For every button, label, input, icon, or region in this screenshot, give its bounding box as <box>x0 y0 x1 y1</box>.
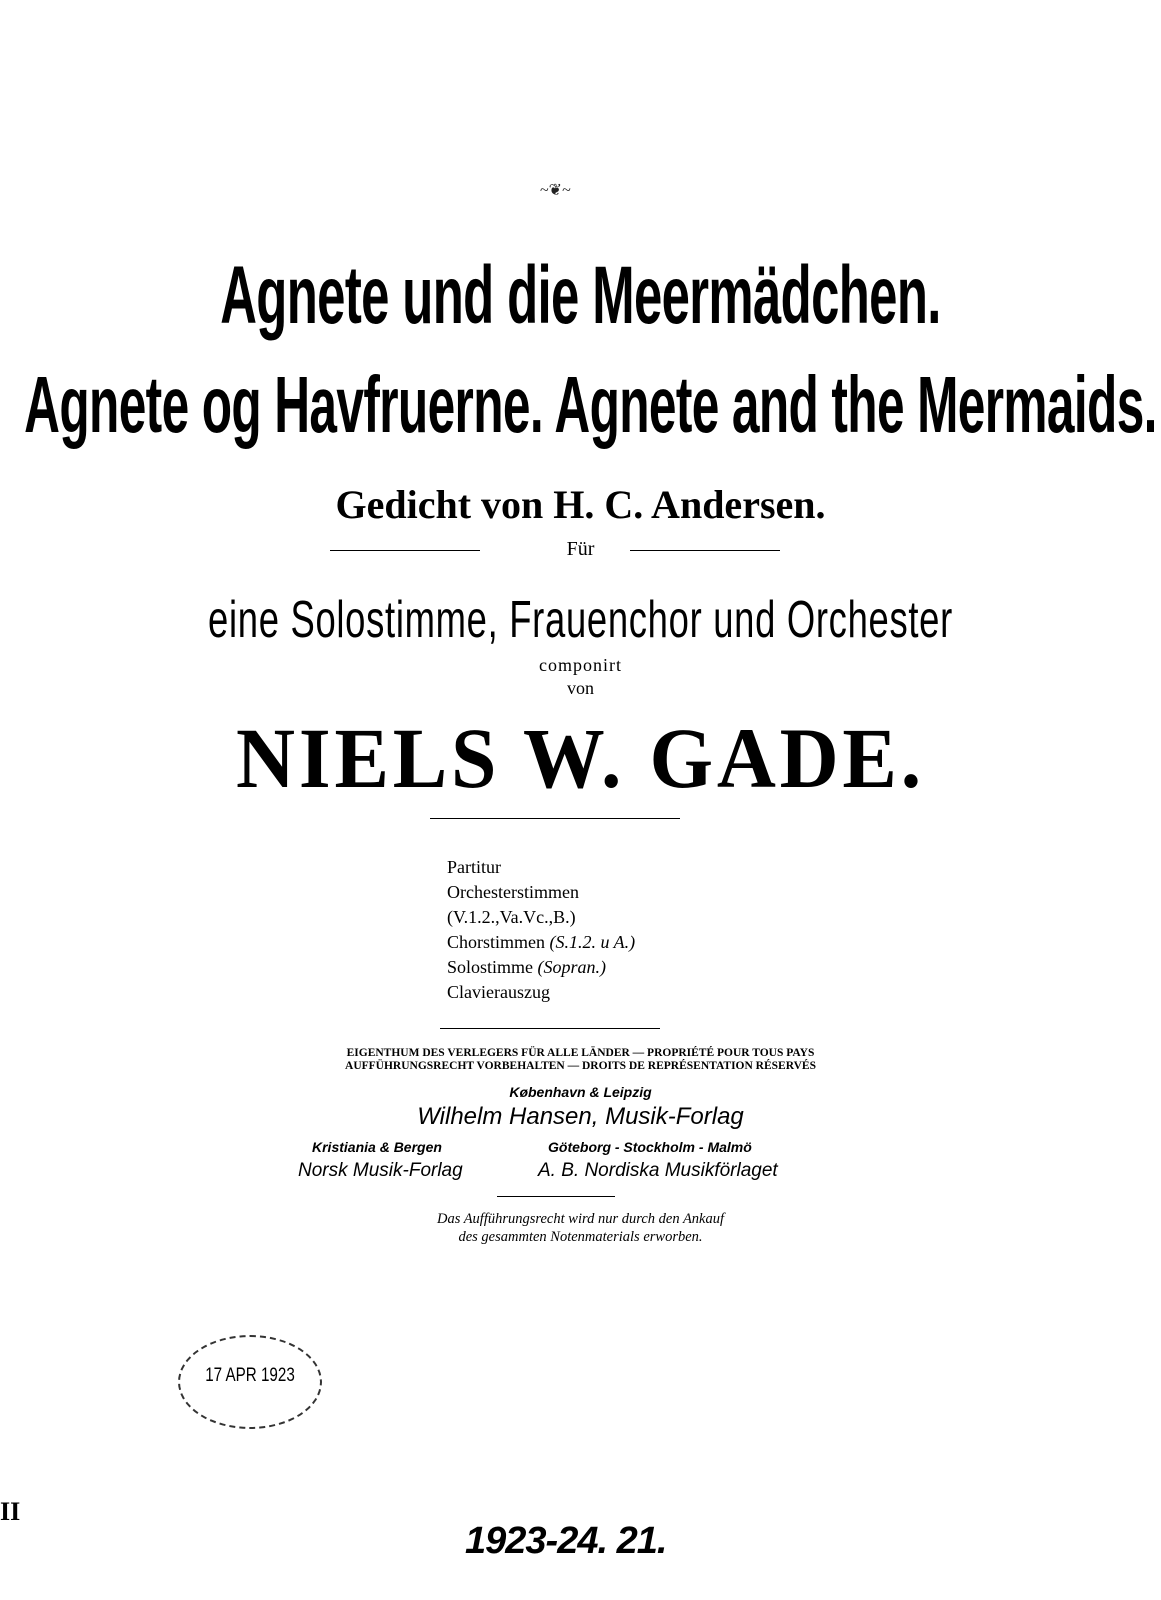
publisher-city: København & Leipzig <box>509 1084 652 1100</box>
right-publisher: A. B. Nordiska Musikförlaget <box>538 1160 778 1181</box>
right-city: Göteborg - Stockholm - Malmö <box>548 1139 752 1155</box>
title-norwegian-english: Agnete og Havfruerne. Agnete and the Mermaids. <box>24 360 1157 449</box>
left-city: Kristiania & Bergen <box>312 1139 442 1155</box>
left-publisher: Norsk Musik-Forlag <box>298 1160 463 1181</box>
flourish-left <box>330 550 480 551</box>
edition-item: Partitur <box>447 857 501 877</box>
margin-mark: II <box>0 1497 21 1526</box>
composer-name: NIELS W. GADE. <box>236 710 925 806</box>
edition-item: Clavierauszug <box>447 982 550 1002</box>
rights-line: EIGENTHUM DES VERLEGERS FÜR ALLE LÄNDER — PROPRIÉTÉ POUR TOUS PAYS <box>346 1047 815 1059</box>
edition-item: (V.1.2.,Va.Vc.,B.) <box>447 907 576 927</box>
rights-notice <box>0 1047 1161 1073</box>
poem-credit: Gedicht von H. C. Andersen. <box>335 482 826 527</box>
note-line: Das Aufführungsrecht wird nur durch den Ankauf <box>436 1211 725 1227</box>
by-label: von <box>567 678 594 698</box>
handwritten-number: 1923-24. 21. <box>465 1520 667 1562</box>
flourish-right <box>630 550 780 551</box>
divider <box>430 818 680 819</box>
composed-label: componirt <box>539 655 622 675</box>
edition-item: Orchesterstimmen <box>447 882 579 902</box>
voices: eine Solostimme, Frauenchor und Orchester <box>208 591 953 649</box>
for-label: Für <box>566 538 595 560</box>
edition-item: Solostimme (Sopran.) <box>447 957 607 977</box>
note-line: des gesammten Notenmaterials erworben. <box>458 1229 703 1245</box>
ornament: ~❦~ <box>540 182 571 199</box>
title-german: Agnete und die Meermädchen. <box>220 250 941 341</box>
edition-item: Chorstimmen (S.1.2. u A.) <box>447 932 636 952</box>
library-stamp: 17 APR 1923 <box>178 1335 322 1429</box>
rights-line: AUFFÜHRUNGSRECHT VORBEHALTEN — DROITS DE REPRÉSENTATION RÉSERVÉS <box>345 1060 816 1072</box>
publisher-name: Wilhelm Hansen, Musik-Forlag <box>417 1103 744 1130</box>
edition-list <box>447 855 635 1005</box>
performance-note <box>0 1210 1161 1246</box>
divider <box>440 1028 660 1029</box>
divider <box>497 1196 615 1197</box>
